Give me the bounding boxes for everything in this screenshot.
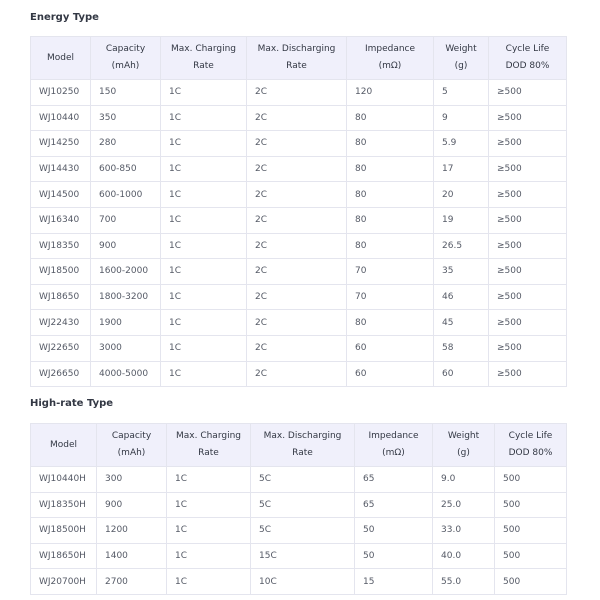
table-cell: 300 (97, 467, 167, 493)
table-cell: 9 (434, 105, 489, 131)
table-cell: WJ18350H (31, 492, 97, 518)
table-cell: 1900 (91, 310, 161, 336)
table-cell: 500 (495, 467, 567, 493)
table-cell: 80 (347, 310, 434, 336)
table-cell: WJ10440 (31, 105, 91, 131)
table-row (31, 131, 567, 157)
table-cell: 60 (347, 335, 434, 361)
table-cell: 9.0 (433, 467, 495, 493)
table-row (31, 182, 567, 208)
column-header (355, 424, 433, 467)
column-header-line: (mAh) (111, 61, 140, 71)
table-cell: 2C (247, 156, 347, 182)
table-cell: 2C (247, 335, 347, 361)
table-cell: WJ14430 (31, 156, 91, 182)
table-row (31, 467, 567, 493)
table-cell: 2C (247, 80, 347, 106)
column-header (161, 37, 247, 80)
table-cell: 80 (347, 207, 434, 233)
column-header-line: Max. Charging (170, 44, 236, 54)
table-cell: 1C (161, 361, 247, 387)
table-cell: 3000 (91, 335, 161, 361)
table-cell: 19 (434, 207, 489, 233)
table-cell: 1600-2000 (91, 259, 161, 285)
table-cell: 500 (495, 518, 567, 544)
table-cell: 50 (355, 543, 433, 569)
table-cell: 2C (247, 284, 347, 310)
table-cell: 2C (247, 105, 347, 131)
table-cell: 5C (251, 518, 355, 544)
column-header-line: Impedance (364, 44, 416, 54)
table-row (31, 569, 567, 595)
table-cell: 60 (347, 361, 434, 387)
table-row (31, 259, 567, 285)
table-cell: ≥500 (489, 156, 567, 182)
column-header (347, 37, 434, 80)
table-cell: 2C (247, 310, 347, 336)
column-header-line: Capacity (105, 44, 146, 54)
table-cell: 1C (167, 492, 251, 518)
column-header-line: DOD 80% (505, 61, 550, 71)
table-cell: 70 (347, 284, 434, 310)
table-cell: ≥500 (489, 361, 567, 387)
table-cell: 65 (355, 492, 433, 518)
table-cell: 46 (434, 284, 489, 310)
table-cell: 1C (161, 182, 247, 208)
table-cell: 900 (91, 233, 161, 259)
table-cell: ≥500 (489, 207, 567, 233)
table-cell: 80 (347, 233, 434, 259)
table-cell: 17 (434, 156, 489, 182)
table-cell: ≥500 (489, 310, 567, 336)
table-cell: 10C (251, 569, 355, 595)
table-cell: 2C (247, 233, 347, 259)
table-cell: 26.5 (434, 233, 489, 259)
table-cell: 1C (167, 518, 251, 544)
table-cell: WJ10250 (31, 80, 91, 106)
table-header-row (31, 37, 567, 80)
table-row (31, 105, 567, 131)
table-cell: 5C (251, 467, 355, 493)
column-header (91, 37, 161, 80)
column-header-line: (g) (457, 448, 470, 458)
table-cell: 25.0 (433, 492, 495, 518)
energy-type-title: Energy Type (30, 12, 99, 23)
table-cell: 1C (161, 105, 247, 131)
table-cell: 15 (355, 569, 433, 595)
column-header-line: Model (46, 52, 75, 63)
table-cell: WJ20700H (31, 569, 97, 595)
table-cell: 1C (167, 569, 251, 595)
table-cell: 1C (161, 156, 247, 182)
table-cell: 2C (247, 131, 347, 157)
column-header (434, 37, 489, 80)
column-header-line: Max. Discharging (263, 431, 342, 441)
column-header (433, 424, 495, 467)
column-header-line: (mΩ) (378, 61, 402, 71)
column-header (97, 424, 167, 467)
table-cell: 1400 (97, 543, 167, 569)
column-header (251, 424, 355, 467)
table-cell: 500 (495, 569, 567, 595)
table-cell: 1800-3200 (91, 284, 161, 310)
table-cell: 1C (161, 80, 247, 106)
table-cell: 5.9 (434, 131, 489, 157)
table-row (31, 284, 567, 310)
table-cell: 15C (251, 543, 355, 569)
table-cell: 1C (161, 131, 247, 157)
column-header (247, 37, 347, 80)
column-header-line: (mAh) (117, 448, 146, 458)
column-header-line: Rate (193, 61, 214, 71)
table-cell: 45 (434, 310, 489, 336)
table-cell: WJ14500 (31, 182, 91, 208)
table-cell: ≥500 (489, 284, 567, 310)
table-row (31, 310, 567, 336)
table-cell: 40.0 (433, 543, 495, 569)
table-cell: 700 (91, 207, 161, 233)
table-cell: ≥500 (489, 105, 567, 131)
column-header-line: Impedance (368, 431, 419, 441)
table-row (31, 543, 567, 569)
table-row (31, 233, 567, 259)
table-cell: ≥500 (489, 182, 567, 208)
table-cell: 1C (167, 543, 251, 569)
energy-type-table (30, 36, 567, 387)
column-header-line: Max. Charging (175, 431, 241, 441)
table-cell: 2C (247, 207, 347, 233)
table-cell: 2C (247, 361, 347, 387)
column-header-line: DOD 80% (508, 448, 553, 458)
table-row (31, 80, 567, 106)
column-header-line: Rate (198, 448, 219, 458)
table-cell: 80 (347, 131, 434, 157)
table-cell: 500 (495, 492, 567, 518)
table-cell: 5C (251, 492, 355, 518)
table-cell: 1C (161, 284, 247, 310)
column-header-line: (g) (454, 61, 468, 71)
table-cell: WJ16340 (31, 207, 91, 233)
table-cell: 60 (434, 361, 489, 387)
table-cell: WJ26650 (31, 361, 91, 387)
table-cell: 2700 (97, 569, 167, 595)
table-cell: 500 (495, 543, 567, 569)
table-row (31, 207, 567, 233)
high-rate-type-table (30, 423, 567, 595)
table-row (31, 335, 567, 361)
table-cell: 55.0 (433, 569, 495, 595)
table-cell: ≥500 (489, 233, 567, 259)
column-header (31, 424, 97, 467)
table-cell: 1200 (97, 518, 167, 544)
table-cell: 350 (91, 105, 161, 131)
table-cell: 50 (355, 518, 433, 544)
table-cell: 80 (347, 156, 434, 182)
table-cell: WJ18500 (31, 259, 91, 285)
table-cell: ≥500 (489, 335, 567, 361)
table-cell: 1C (161, 259, 247, 285)
table-cell: 80 (347, 182, 434, 208)
table-cell: 280 (91, 131, 161, 157)
column-header-line: Max. Discharging (257, 44, 336, 54)
table-row (31, 492, 567, 518)
table-cell: 70 (347, 259, 434, 285)
column-header-line: Model (49, 439, 78, 450)
table-cell: 20 (434, 182, 489, 208)
column-header-line: Weight (445, 44, 477, 54)
table-cell: 1C (161, 310, 247, 336)
table-cell: 2C (247, 259, 347, 285)
table-cell: WJ18650H (31, 543, 97, 569)
table-cell: WJ18650 (31, 284, 91, 310)
table-cell: 65 (355, 467, 433, 493)
table-cell: 4000-5000 (91, 361, 161, 387)
table-cell: 33.0 (433, 518, 495, 544)
column-header (167, 424, 251, 467)
column-header (31, 37, 91, 80)
high-rate-type-title: High-rate Type (30, 398, 114, 409)
table-cell: 5 (434, 80, 489, 106)
table-cell: 1C (161, 335, 247, 361)
column-header-line: (mΩ) (382, 448, 405, 458)
table-cell: ≥500 (489, 259, 567, 285)
table-cell: 900 (97, 492, 167, 518)
column-header-line: Rate (292, 448, 313, 458)
table-cell: 1C (167, 467, 251, 493)
table-row (31, 518, 567, 544)
column-header-line: Weight (447, 431, 480, 441)
table-cell: WJ14250 (31, 131, 91, 157)
column-header-line: Rate (286, 61, 307, 71)
table-cell: WJ10440H (31, 467, 97, 493)
table-cell: ≥500 (489, 80, 567, 106)
table-header-row (31, 424, 567, 467)
column-header-line: Cycle Life (508, 431, 553, 441)
column-header-line: Capacity (111, 431, 152, 441)
table-cell: 150 (91, 80, 161, 106)
table-cell: ≥500 (489, 131, 567, 157)
column-header (489, 37, 567, 80)
table-cell: 1C (161, 207, 247, 233)
table-cell: 58 (434, 335, 489, 361)
table-cell: 35 (434, 259, 489, 285)
table-cell: WJ18500H (31, 518, 97, 544)
table-cell: WJ22650 (31, 335, 91, 361)
table-cell: 120 (347, 80, 434, 106)
table-cell: WJ18350 (31, 233, 91, 259)
table-cell: 2C (247, 182, 347, 208)
table-cell: 1C (161, 233, 247, 259)
column-header (495, 424, 567, 467)
table-row (31, 361, 567, 387)
table-cell: 600-1000 (91, 182, 161, 208)
table-cell: 600-850 (91, 156, 161, 182)
table-row (31, 156, 567, 182)
table-cell: 80 (347, 105, 434, 131)
table-cell: WJ22430 (31, 310, 91, 336)
column-header-line: Cycle Life (505, 44, 550, 54)
